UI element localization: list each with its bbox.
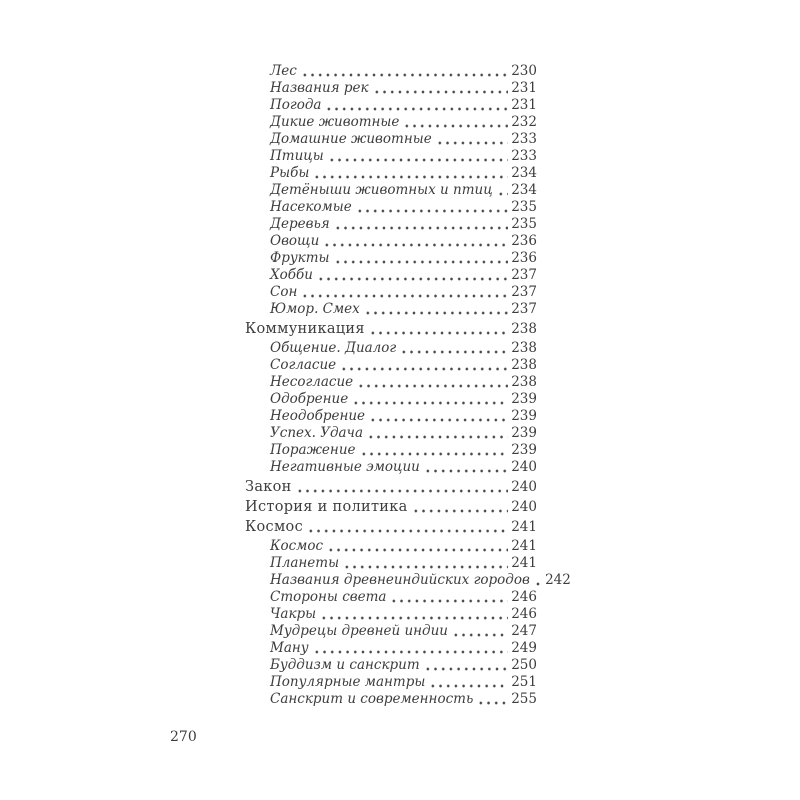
toc-entry-label: Поражение: [270, 442, 356, 458]
toc-entry: [245, 623, 537, 640]
dot-leader: [323, 233, 508, 250]
toc-entry-label: Юмор. Смех: [270, 301, 360, 317]
toc-entry: [245, 357, 537, 374]
toc-entry: [245, 572, 571, 589]
toc-entry-label: Успех. Удача: [270, 425, 364, 441]
dot-leader: [429, 674, 508, 691]
dot-leader: [328, 148, 508, 165]
toc-entry-page: 240: [511, 459, 537, 475]
toc-entry-label: История и политика: [245, 499, 408, 515]
toc-entry-page: 241: [511, 538, 537, 554]
toc-entry: [245, 199, 537, 216]
toc-entry-page: 246: [511, 589, 537, 605]
toc-entry-page: 255: [511, 691, 537, 707]
dot-leader: [390, 589, 508, 606]
toc-entry-label: Стороны света: [270, 589, 387, 605]
dot-leader: [343, 555, 508, 572]
toc-entry: [245, 63, 537, 80]
toc-entry: [245, 148, 537, 165]
dot-leader: [360, 442, 508, 459]
toc-entry-label: Птицы: [270, 148, 324, 164]
dot-leader: [477, 691, 508, 708]
toc-entry: [245, 657, 537, 674]
dot-leader: [301, 284, 508, 301]
toc-entry: [245, 267, 537, 284]
toc-entry-page: 230: [511, 63, 537, 79]
toc-entry-label: Санскрит и современность: [270, 691, 474, 707]
toc-entry-label: Буддизм и санскрит: [270, 657, 420, 673]
toc-entry-label: Согласие: [270, 357, 337, 373]
toc-entry-page: 239: [511, 425, 537, 441]
page-number-folio: 270: [170, 729, 197, 745]
dot-leader: [364, 301, 508, 318]
toc-entry: [245, 182, 537, 199]
toc-entry: [245, 284, 537, 301]
toc-entry-label: Рыбы: [270, 165, 310, 181]
toc-entry-page: 251: [511, 674, 537, 690]
toc-entry: [245, 216, 537, 233]
toc-entry: [245, 459, 537, 476]
toc-entry-page: 232: [511, 114, 537, 130]
dot-leader: [320, 606, 508, 623]
dot-leader: [317, 267, 508, 284]
toc-entry: [245, 606, 537, 623]
toc-entry: [245, 250, 537, 267]
toc-entry-page: 237: [511, 267, 537, 283]
toc-entry-page: 236: [511, 233, 537, 249]
toc-entry-label: Лес: [270, 63, 297, 79]
dot-leader: [325, 97, 508, 114]
dot-leader: [412, 499, 508, 516]
toc-entry-label: Деревья: [270, 216, 330, 232]
toc-entry-label: Общение. Диалог: [270, 340, 397, 356]
toc-list: [245, 63, 571, 708]
dot-leader: [327, 538, 508, 555]
toc-entry-page: 234: [511, 165, 537, 181]
dot-leader: [367, 425, 508, 442]
toc-entry: [245, 233, 537, 250]
toc-entry-page: 241: [511, 519, 537, 535]
toc-entry-page: 234: [511, 182, 537, 198]
toc-entry: [245, 425, 537, 442]
toc-entry-label: Неодобрение: [270, 408, 366, 424]
dot-leader: [369, 408, 508, 425]
dot-leader: [313, 640, 508, 657]
dot-leader: [497, 182, 508, 199]
dot-leader: [334, 250, 508, 267]
toc-entry-label: Космос: [245, 519, 304, 535]
toc-entry-page: 238: [511, 357, 537, 373]
toc-entry: [245, 97, 537, 114]
toc-entry-label: Ману: [270, 640, 309, 656]
toc-entry: [245, 374, 537, 391]
toc-entry-label: Коммуникация: [245, 321, 365, 337]
toc-entry-label: Космос: [270, 538, 324, 554]
toc-entry-page: 239: [511, 442, 537, 458]
dot-leader: [356, 199, 508, 216]
toc-entry-label: Детёныши животных и птиц: [270, 182, 493, 198]
toc-entry-label: Названия рек: [270, 80, 369, 96]
toc-entry: [245, 499, 537, 516]
dot-leader: [452, 623, 508, 640]
toc-entry-page: 237: [511, 301, 537, 317]
toc-entry-page: 235: [511, 199, 537, 215]
toc-entry-page: 246: [511, 606, 537, 622]
toc-entry-page: 238: [511, 374, 537, 390]
toc-entry: [245, 555, 537, 572]
toc-entry: [245, 674, 537, 691]
toc-entry-label: Дикие животные: [270, 114, 400, 130]
toc-entry-label: Названия древнеиндийских городов: [270, 572, 530, 588]
dot-leader: [357, 374, 508, 391]
dot-leader: [424, 657, 508, 674]
toc-entry: [245, 80, 537, 97]
dot-leader: [534, 572, 542, 589]
toc-entry-label: Погода: [270, 97, 322, 113]
toc-entry: [245, 479, 537, 496]
toc-entry-page: 247: [511, 623, 537, 639]
dot-leader: [400, 340, 508, 357]
toc-entry-page: 233: [511, 148, 537, 164]
toc-entry-label: Чакры: [270, 606, 317, 622]
toc-entry-page: 236: [511, 250, 537, 266]
toc-entry-page: 238: [511, 321, 537, 337]
dot-leader: [307, 519, 508, 536]
toc-entry-label: Хобби: [270, 267, 313, 283]
toc-entry-page: 239: [511, 408, 537, 424]
toc-entry: [245, 165, 537, 182]
toc-entry-label: Насекомые: [270, 199, 352, 215]
toc-entry-page: 250: [511, 657, 537, 673]
toc-entry-page: 240: [511, 499, 537, 515]
toc-entry-page: 231: [511, 97, 537, 113]
dot-leader: [296, 479, 508, 496]
dot-leader: [373, 80, 508, 97]
toc-entry-page: 233: [511, 131, 537, 147]
toc-entry: [245, 640, 537, 657]
toc-entry-label: Мудрецы древней индии: [270, 623, 448, 639]
toc-entry: [245, 589, 537, 606]
dot-leader: [369, 321, 508, 338]
toc-entry: [245, 519, 537, 536]
toc-entry: [245, 321, 537, 338]
toc-entry-page: 239: [511, 391, 537, 407]
toc-entry: [245, 442, 537, 459]
toc-entry: [245, 408, 537, 425]
dot-leader: [334, 216, 508, 233]
toc-entry-page: 235: [511, 216, 537, 232]
dot-leader: [352, 391, 508, 408]
dot-leader: [340, 357, 508, 374]
toc-entry-page: 240: [511, 479, 537, 495]
toc-entry-page: 231: [511, 80, 537, 96]
toc-entry-page: 241: [511, 555, 537, 571]
toc-entry-page: 242: [545, 572, 571, 588]
toc-entry-label: Домашние животные: [270, 131, 432, 147]
toc-entry-label: Планеты: [270, 555, 340, 571]
toc-entry-label: Закон: [245, 479, 292, 495]
dot-leader: [436, 131, 508, 148]
dot-leader: [424, 459, 508, 476]
dot-leader: [313, 165, 508, 182]
toc-entry: [245, 340, 537, 357]
toc-entry-label: Фрукты: [270, 250, 330, 266]
toc-entry: [245, 538, 537, 555]
toc-entry: [245, 114, 537, 131]
toc-entry-label: Сон: [270, 284, 298, 300]
toc-entry-label: Несогласие: [270, 374, 354, 390]
toc-entry-page: 237: [511, 284, 537, 300]
toc-entry-label: Овощи: [270, 233, 320, 249]
toc-entry-label: Негативные эмоции: [270, 459, 420, 475]
toc-entry: [245, 301, 537, 318]
toc-entry-page: 238: [511, 340, 537, 356]
toc-entry-label: Одобрение: [270, 391, 349, 407]
dot-leader: [403, 114, 508, 131]
toc-entry: [245, 691, 537, 708]
toc-entry-label: Популярные мантры: [270, 674, 426, 690]
toc-entry: [245, 131, 537, 148]
dot-leader: [301, 63, 508, 80]
toc-entry: [245, 391, 537, 408]
toc-entry-page: 249: [511, 640, 537, 656]
